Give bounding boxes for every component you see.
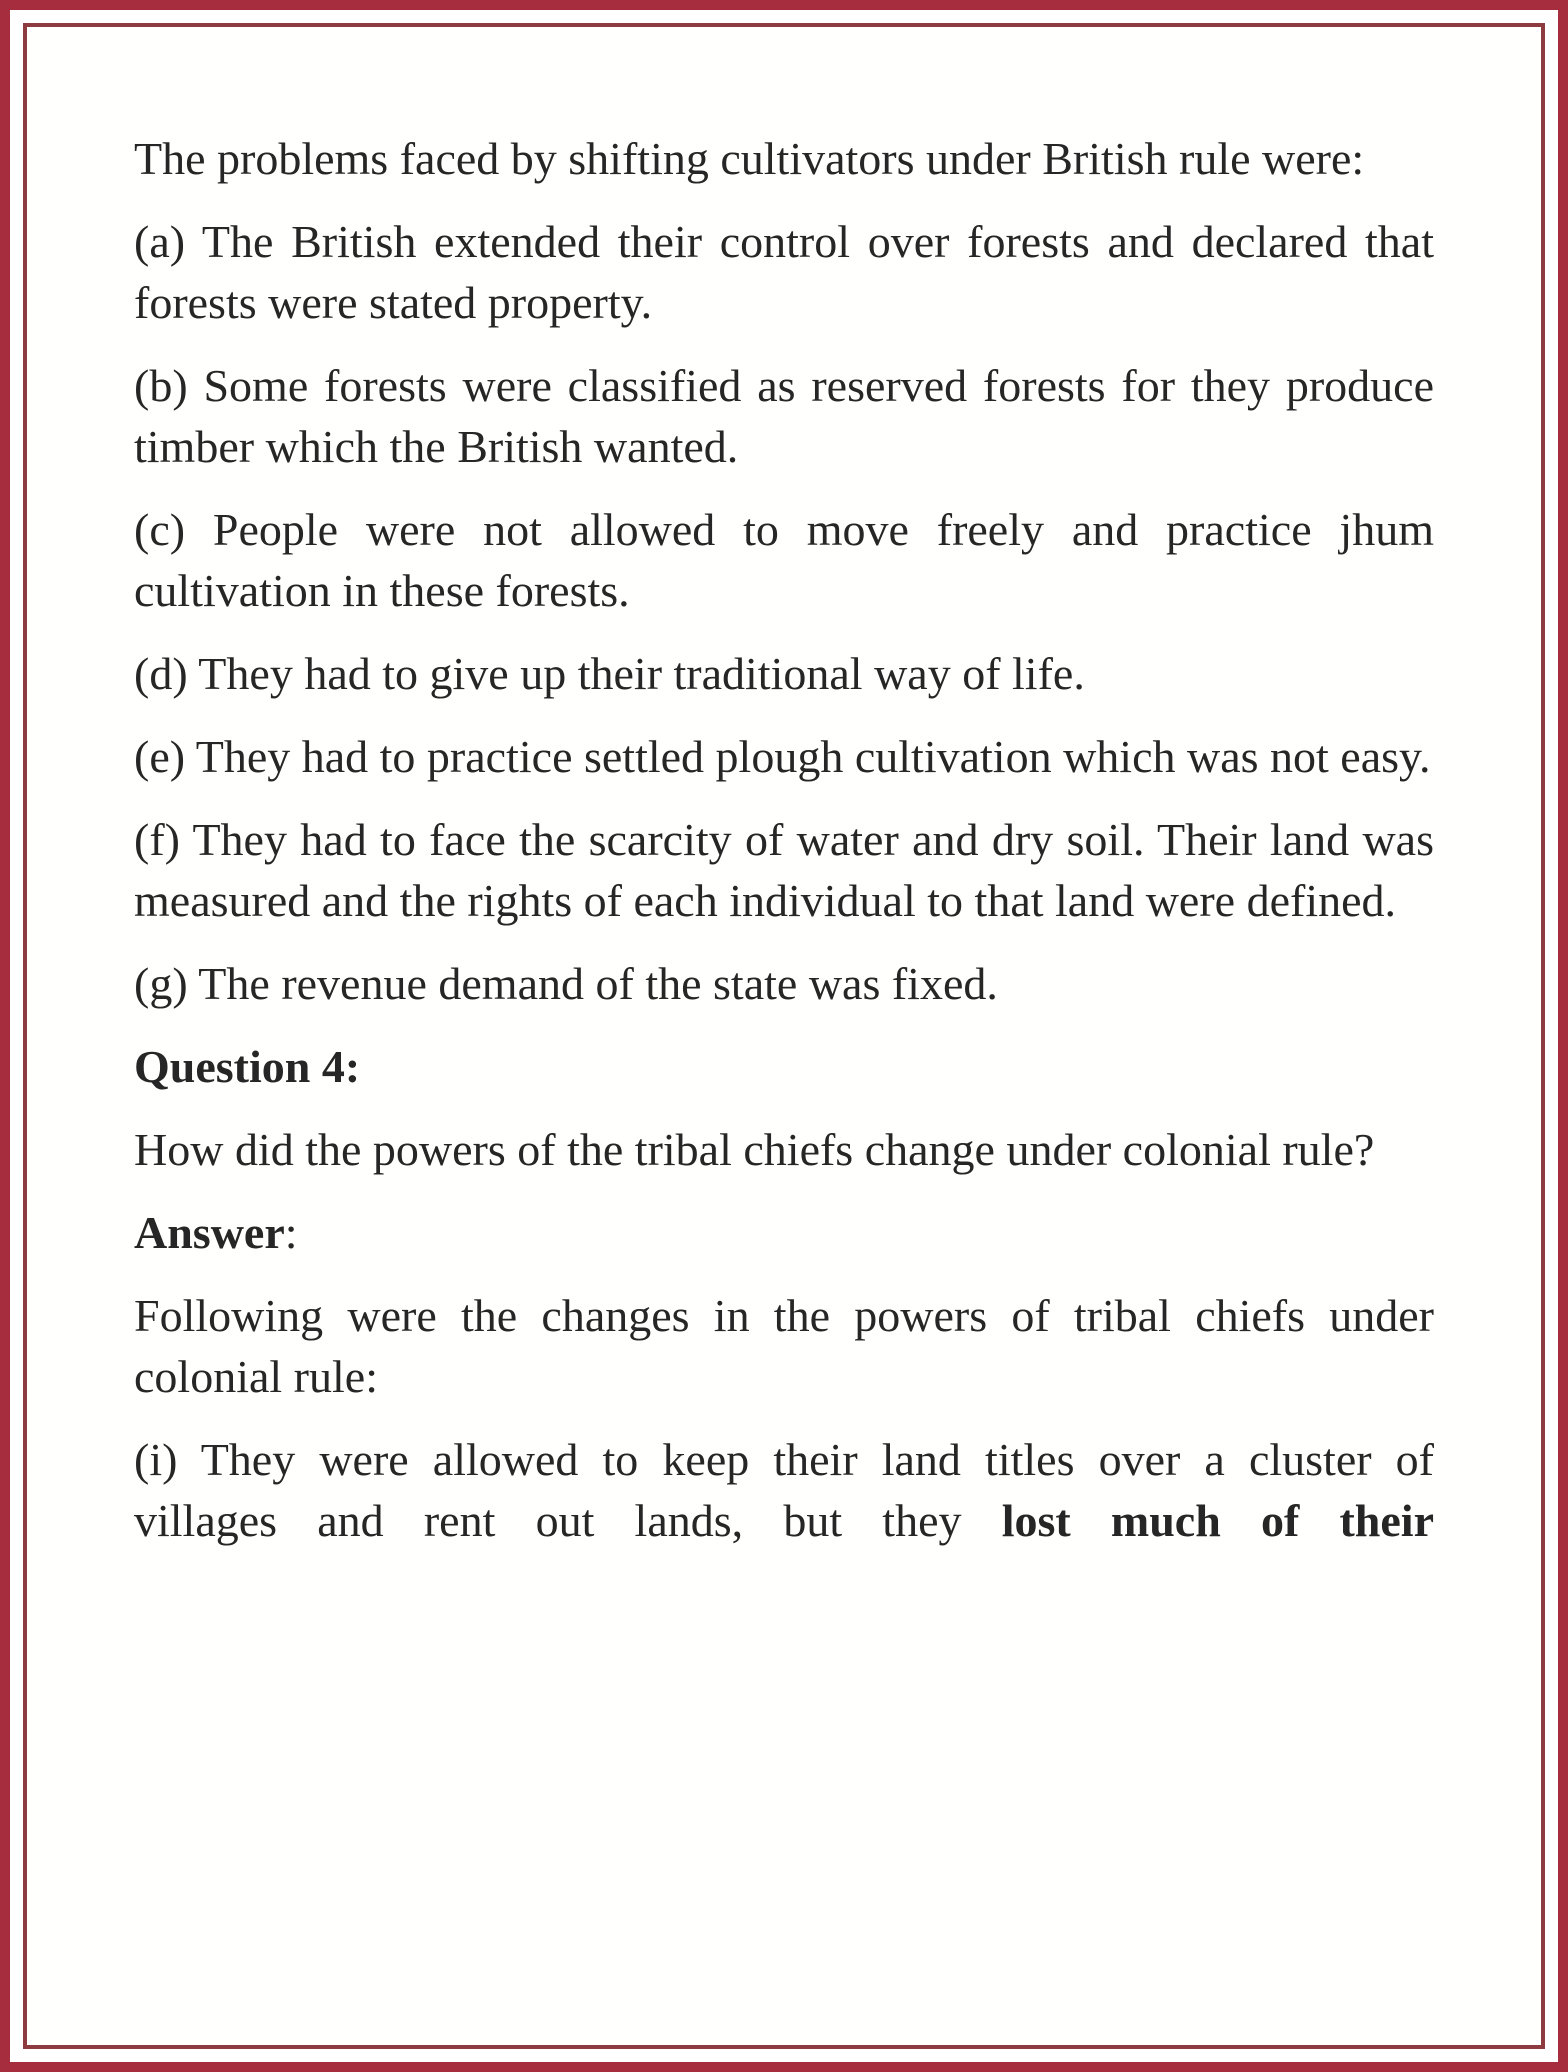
problem-item-f: (f) They had to face the scarcity of water and dry soil. Their land was measured and the rights of each individual to that land were defined. <box>134 814 1434 926</box>
answer-point-i <box>134 1429 1434 1551</box>
answer-point-i-bold-text: lost much of their <box>1001 1495 1434 1546</box>
intro-paragraph: The problems faced by shifting cultivators under British rule were: <box>134 133 1365 184</box>
question-heading: Question 4: <box>134 1041 361 1092</box>
problem-item-b: (b) Some forests were classified as reserved forests for they produce timber which the British wanted. <box>134 360 1434 472</box>
answer-intro: Following were the changes in the powers of tribal chiefs under colonial rule: <box>134 1290 1434 1402</box>
problem-item-d: (d) They had to give up their traditional way of life. <box>134 648 1085 699</box>
document-body <box>134 128 1434 1573</box>
question-text: How did the powers of the tribal chiefs change under colonial rule? <box>134 1124 1375 1175</box>
problem-item-g: (g) The revenue demand of the state was fixed. <box>134 958 998 1009</box>
answer-colon: : <box>284 1207 298 1258</box>
problem-item-a: (a) The British extended their control over forests and declared that forests were stated property. <box>134 216 1434 328</box>
answer-label: Answer <box>134 1207 285 1258</box>
answer-heading <box>134 1202 1434 1263</box>
problem-item-e: (e) They had to practice settled plough cultivation which was not easy. <box>134 731 1431 782</box>
problem-item-c: (c) People were not allowed to move freely and practice jhum cultivation in these forests. <box>134 504 1434 616</box>
answer-point-i-text: (i) They were allowed to keep their land titles over a cluster of villages and rent out lands, but they <box>134 1434 1434 1546</box>
